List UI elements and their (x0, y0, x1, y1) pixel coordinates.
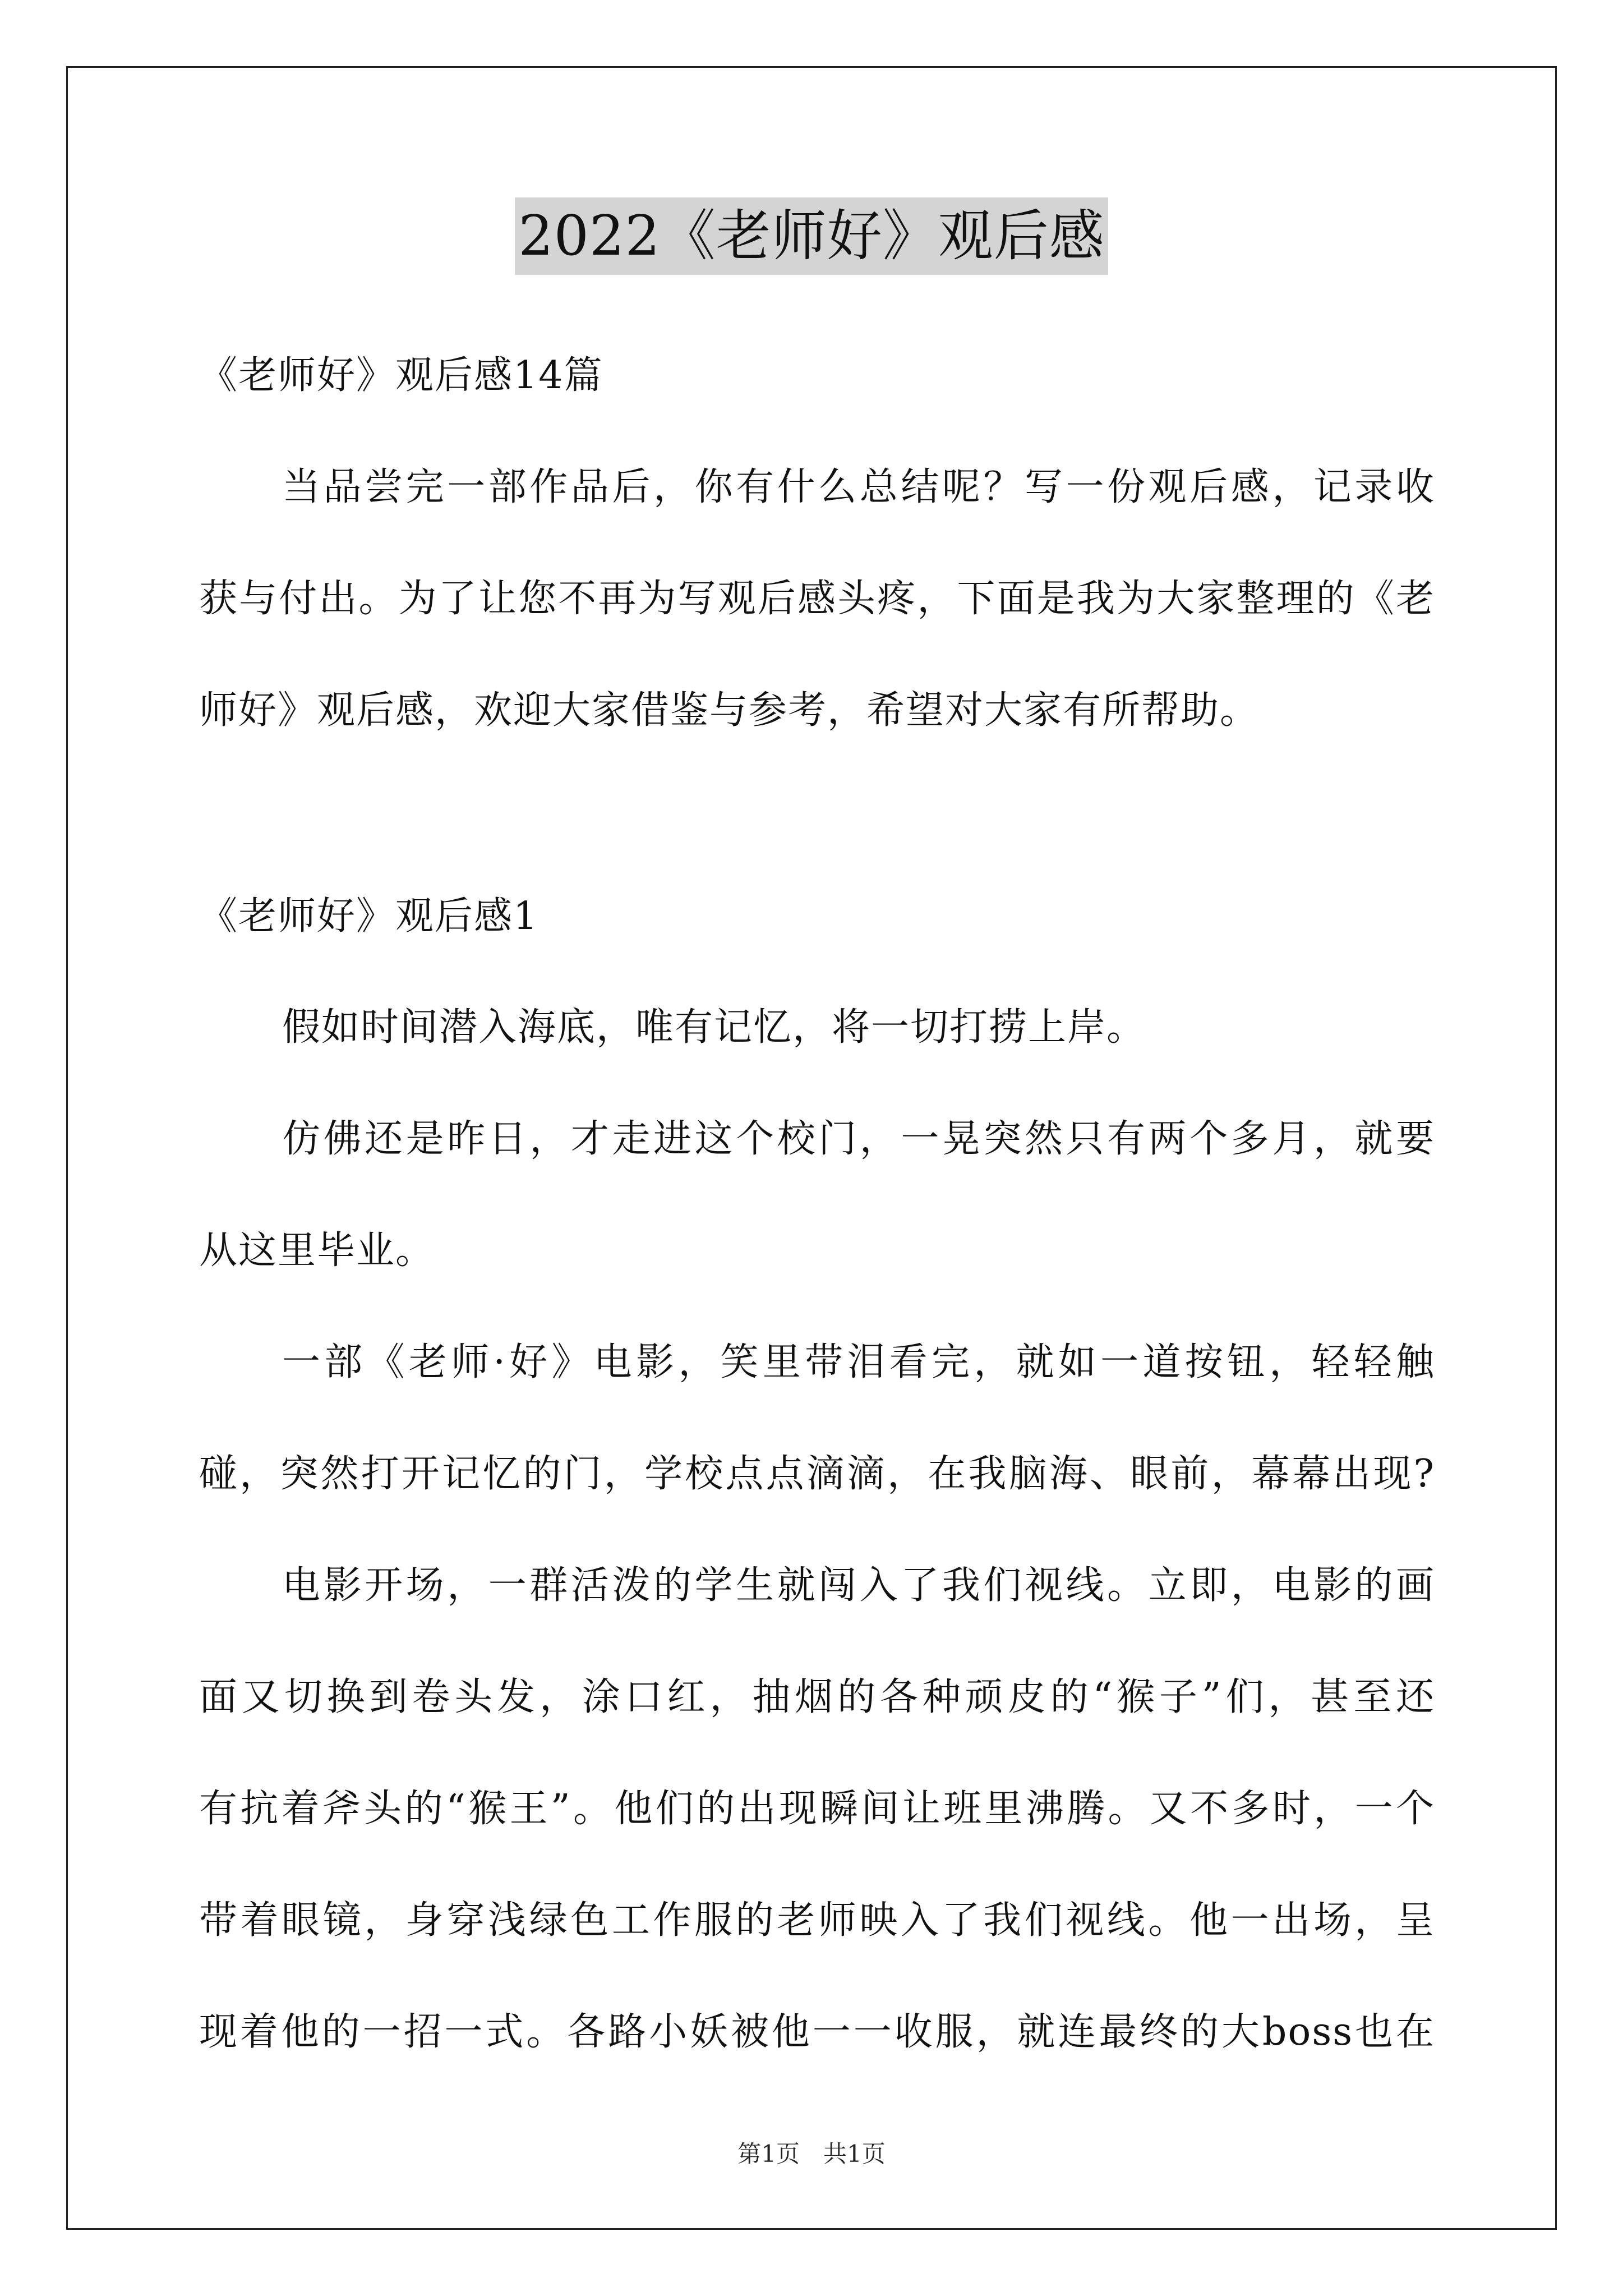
subtitle: 《老师好》观后感14篇 (199, 353, 603, 398)
paragraph-line: 仿佛还是昨日，才走进这个校门，一晃突然只有两个多月，就要 (282, 1117, 1435, 1161)
paragraph-line: 面又切换到卷头发，涂口红，抽烟的各种顽皮的“猴子”们，甚至还 (199, 1675, 1435, 1719)
paragraph-line: 有抗着斧头的“猴王”。他们的出现瞬间让班里沸腾。又不多时，一个 (199, 1787, 1435, 1831)
intro-line: 师好》观后感，欢迎大家借鉴与参考，希望对大家有所帮助。 (199, 688, 1260, 733)
paragraph-line: 从这里毕业。 (199, 1228, 435, 1273)
paragraph-line: 一部《老师·好》电影，笑里带泪看完，就如一道按钮，轻轻触 (282, 1340, 1435, 1384)
paragraph-line: 带着眼镜，身穿浅绿色工作服的老师映入了我们视线。他一出场，呈 (199, 1898, 1435, 1943)
paragraph-line: 假如时间潜入海底，唯有记忆，将一切打捞上岸。 (282, 1005, 1146, 1050)
intro-line: 获与付出。为了让您不再为写观后感头疼，下面是我为大家整理的《老 (199, 577, 1435, 621)
intro-line: 当品尝完一部作品后，你有什么总结呢？写一份观后感，记录收 (282, 465, 1435, 509)
paragraph-line: 电影开场，一群活泼的学生就闯入了我们视线。立即，电影的画 (282, 1563, 1435, 1608)
paragraph-line: 现着他的一招一式。各路小妖被他一一收服，就连最终的大boss也在 (199, 2010, 1435, 2054)
section-heading: 《老师好》观后感1 (199, 894, 539, 938)
title-wrap (0, 197, 1623, 275)
paragraph-line: 碰，突然打开记忆的门，学校点点滴滴，在我脑海、眼前，幕幕出现? (199, 1452, 1435, 1496)
page-footer: 第1页 共1页 (737, 2140, 886, 2168)
page-title: 2022《老师好》观后感 (515, 197, 1108, 275)
